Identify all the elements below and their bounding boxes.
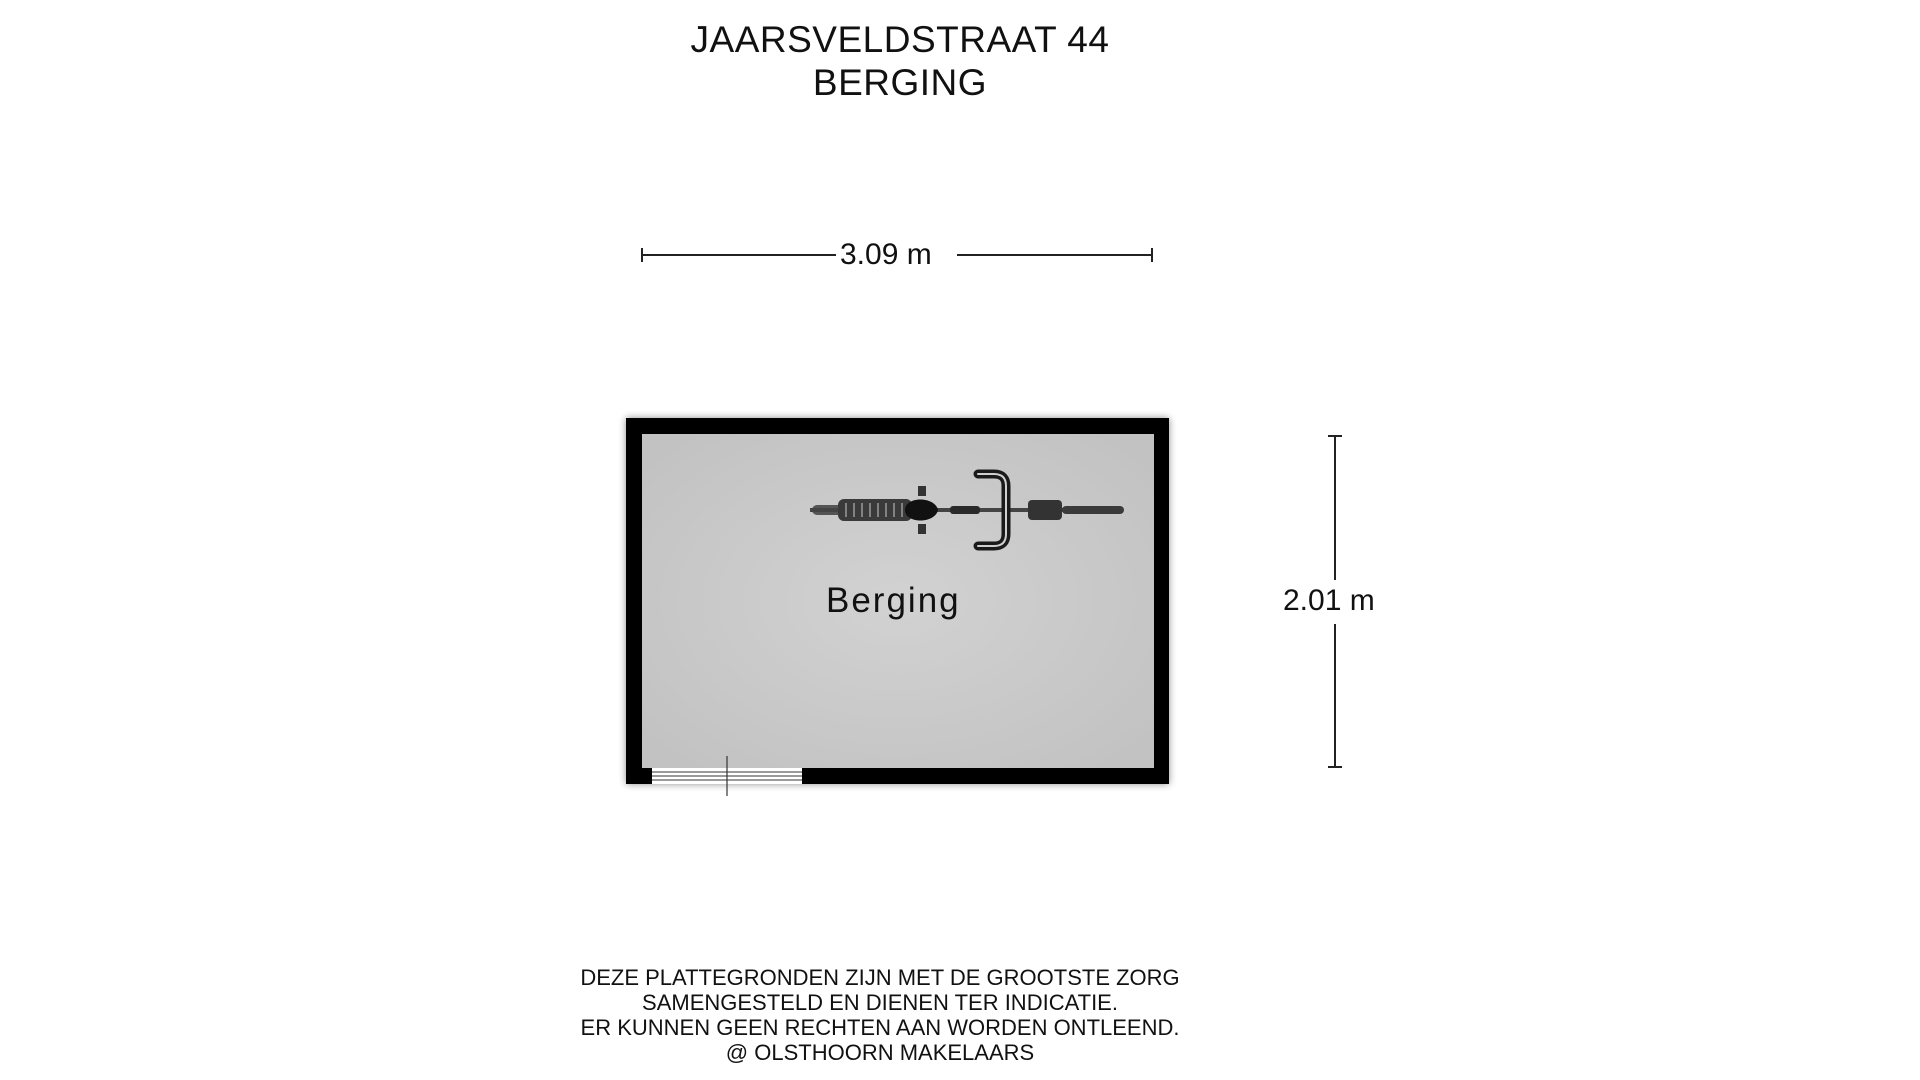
room-label-berging: Berging bbox=[826, 581, 961, 620]
property-address: JAARSVELDSTRAAT 44 bbox=[690, 19, 1110, 60]
depth-dimension-label: 2.01 m bbox=[1283, 584, 1375, 617]
disclaimer-line: @ OLSTHOORN MAKELAARS bbox=[725, 1040, 1035, 1065]
floor-name: BERGING bbox=[812, 62, 988, 103]
disclaimer-line: DEZE PLATTEGRONDEN ZIJN MET DE GROOTSTE ZORG bbox=[580, 965, 1180, 990]
disclaimer-line: SAMENGESTELD EN DIENEN TER INDICATIE. bbox=[642, 990, 1118, 1015]
disclaimer bbox=[0, 965, 1760, 1065]
width-dimension-label: 3.09 m bbox=[840, 238, 932, 271]
disclaimer-line: ER KUNNEN GEEN RECHTEN AAN WORDEN ONTLEEND. bbox=[580, 1015, 1180, 1040]
